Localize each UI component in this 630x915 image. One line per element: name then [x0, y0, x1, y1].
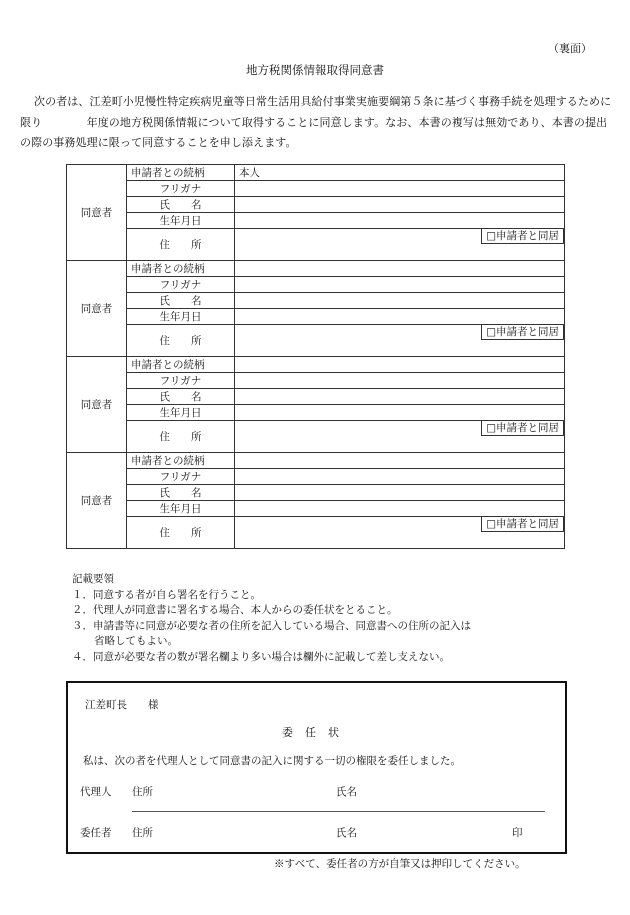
instruction-item [72, 603, 471, 619]
field-label-furigana: フリガナ [127, 181, 235, 197]
consenter-label: 同意者 [67, 165, 127, 261]
field-label-furigana: フリガナ [127, 469, 235, 485]
instruction-number: １． [72, 588, 93, 601]
consenter-label: 同意者 [67, 453, 127, 549]
intro-paragraph [20, 92, 612, 154]
field-input-birthdate[interactable] [235, 501, 565, 517]
field-label-name: 氏 名 [127, 485, 235, 501]
field-input-furigana[interactable] [235, 181, 565, 197]
consent-table [66, 164, 565, 549]
field-label-name: 氏 名 [127, 197, 235, 213]
delegator-name-field[interactable]: 氏名 [336, 827, 357, 839]
field-input-address[interactable] [235, 421, 565, 453]
consent-row-birthdate [67, 213, 565, 229]
field-input-address[interactable] [235, 517, 565, 549]
document-title: 地方税関係情報取得同意書 [246, 63, 384, 77]
relation-value: 本人 [239, 166, 260, 179]
instruction-item [72, 588, 471, 604]
proxy-name-field[interactable]: 氏名 [336, 786, 357, 798]
delegation-addressee: 江差町長 様 [85, 699, 159, 711]
field-label-relation: 申請者との続柄 [127, 165, 235, 181]
consent-row-name [67, 389, 565, 405]
consent-row-name [67, 485, 565, 501]
field-input-birthdate[interactable] [235, 213, 565, 229]
consent-row-relation [67, 165, 565, 181]
consent-row-relation [67, 453, 565, 469]
consent-row-birthdate [67, 309, 565, 325]
relation-value [235, 455, 243, 467]
consent-row-name [67, 293, 565, 309]
consent-row-furigana [67, 277, 565, 293]
divider-line [132, 811, 545, 812]
intro-text: 次の者は、江差町小児慢性特定疾病児童等日常生活用具給付事業実施要綱第５条に基づく事務手続を処理するために限り 年度の地方税関係情報について取得することに同意します。なお、本書の複写は無効であり、本書の提出の際の事務処理に限って同意することを申し添えます。 [20, 95, 612, 149]
field-label-birthdate: 生年月日 [127, 501, 235, 517]
field-input-relation[interactable] [235, 357, 565, 373]
field-input-address[interactable] [235, 325, 565, 357]
instruction-item [72, 650, 471, 666]
consent-row-address [67, 325, 565, 357]
relation-value [235, 263, 243, 275]
field-input-furigana[interactable] [235, 277, 565, 293]
consent-row-name [67, 197, 565, 213]
delegation-title: 委任状 [282, 726, 351, 739]
field-label-relation: 申請者との続柄 [127, 261, 235, 277]
field-input-birthdate[interactable] [235, 405, 565, 421]
cohabit-checkbox[interactable]: □申請者と同居 [481, 324, 564, 340]
consent-row-birthdate [67, 405, 565, 421]
field-label-name: 氏 名 [127, 293, 235, 309]
field-label-address: 住 所 [127, 229, 235, 261]
field-input-furigana[interactable] [235, 469, 565, 485]
consent-row-furigana [67, 181, 565, 197]
consent-row-birthdate [67, 501, 565, 517]
field-label-relation: 申請者との続柄 [127, 453, 235, 469]
field-label-address: 住 所 [127, 517, 235, 549]
consent-row-address [67, 421, 565, 453]
instruction-number: ４． [72, 650, 93, 663]
consent-row-relation [67, 357, 565, 373]
cohabit-checkbox[interactable]: □申請者と同居 [481, 420, 564, 436]
field-input-name[interactable] [235, 485, 565, 501]
instruction-item [72, 619, 471, 635]
instructions-heading: 記載要領 [72, 573, 114, 585]
instruction-number: ２． [72, 604, 93, 616]
field-label-furigana: フリガナ [127, 277, 235, 293]
field-input-relation[interactable] [235, 261, 565, 277]
field-label-furigana: フリガナ [127, 373, 235, 389]
field-label-birthdate: 生年月日 [127, 213, 235, 229]
field-label-relation: 申請者との続柄 [127, 357, 235, 373]
instruction-text: 申請書等に同意が必要な者の住所を記入している場合、同意書への住所の記入は [93, 619, 471, 632]
instruction-number: ３． [72, 619, 93, 632]
field-input-name[interactable] [235, 293, 565, 309]
cohabit-checkbox[interactable]: □申請者と同居 [481, 228, 564, 244]
instruction-text: 同意が必要な者の数が署名欄より多い場合は欄外に記載して差し支えない。 [93, 650, 450, 663]
instruction-text: 代理人が同意書に署名する場合、本人からの委任状をとること。 [93, 604, 398, 616]
field-input-birthdate[interactable] [235, 309, 565, 325]
field-label-address: 住 所 [127, 421, 235, 453]
delegation-form [66, 681, 567, 854]
field-label-birthdate: 生年月日 [127, 309, 235, 325]
footnote: ※すべて、委任者の方が自筆又は押印してください。 [274, 858, 526, 870]
instruction-item [72, 634, 471, 650]
field-input-name[interactable] [235, 197, 565, 213]
consenter-label: 同意者 [67, 261, 127, 357]
cohabit-checkbox[interactable]: □申請者と同居 [481, 516, 564, 532]
proxy-label: 代理人 [80, 786, 112, 798]
reverse-side-label: （裏面） [548, 42, 592, 55]
field-label-birthdate: 生年月日 [127, 405, 235, 421]
consent-row-address [67, 229, 565, 261]
instruction-text: 省略してもよい。 [94, 635, 178, 647]
relation-value [235, 359, 243, 371]
delegator-label: 委任者 [80, 827, 112, 839]
instruction-text: 同意する者が自ら署名を行うこと。 [93, 588, 261, 601]
consent-row-furigana [67, 469, 565, 485]
field-input-relation[interactable] [235, 453, 565, 469]
field-input-name[interactable] [235, 389, 565, 405]
field-label-name: 氏 名 [127, 389, 235, 405]
field-input-relation[interactable] [235, 165, 565, 181]
consent-row-furigana [67, 373, 565, 389]
delegation-body: 私は、次の者を代理人として同意書の記入に関する一切の権限を委任しました。 [83, 755, 461, 767]
consent-row-address [67, 517, 565, 549]
field-label-address: 住 所 [127, 325, 235, 357]
seal-mark: 印 [512, 827, 523, 839]
consenter-label: 同意者 [67, 357, 127, 453]
field-input-address[interactable] [235, 229, 565, 261]
instructions [72, 572, 471, 665]
delegator-address-field[interactable]: 住所 [132, 827, 153, 839]
proxy-address-field[interactable]: 住所 [132, 786, 153, 798]
field-input-furigana[interactable] [235, 373, 565, 389]
consent-row-relation [67, 261, 565, 277]
